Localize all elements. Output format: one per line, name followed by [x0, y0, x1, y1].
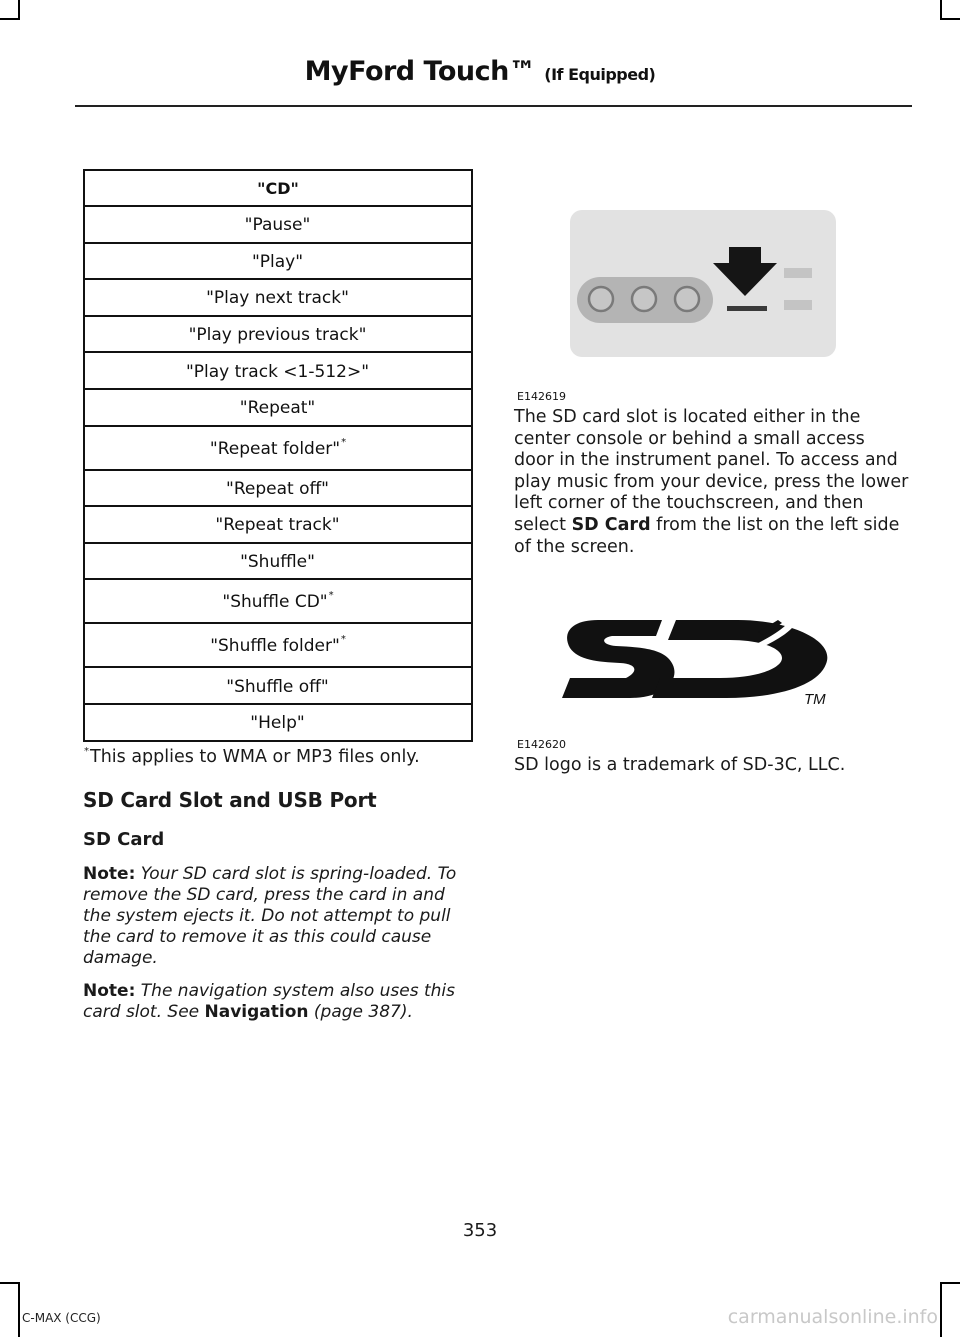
footnote [83, 746, 478, 767]
trademark-label: TM [804, 691, 826, 708]
note-navigation [83, 981, 478, 1023]
logo-caption: SD logo is a trademark of SD-3C, LLC. [514, 755, 846, 775]
table-row: "Pause" [84, 206, 472, 243]
watermark: carmanualsonline.info [727, 1306, 938, 1328]
section-title: SD Card Slot and USB Port [83, 788, 377, 812]
sd-card-term: SD Card [571, 514, 651, 535]
note-label: Note: [83, 864, 136, 884]
note-text: Your SD card slot is spring-loaded. To remove the SD card, press the card in and the system ejects it. Do not attempt to pull the card to remove it as this could cause damage. [83, 864, 457, 968]
figure-code: E142620 [517, 738, 566, 751]
navigation-link[interactable]: Navigation [204, 1002, 309, 1022]
table-row: "Play next track" [84, 279, 472, 316]
table-row: "Shuffle" [84, 543, 472, 580]
table-row: "Shuffle CD"* [84, 579, 472, 623]
note-text: (page 387). [308, 1002, 413, 1022]
header-subtitle: (If Equipped) [544, 65, 656, 84]
table-row: "Help" [84, 704, 472, 741]
table-row: "Play previous track" [84, 316, 472, 353]
footnote-text: This applies to WMA or MP3 files only. [90, 747, 420, 767]
crop-mark [940, 18, 960, 20]
crop-mark [0, 1282, 18, 1284]
table-row: "Repeat" [84, 389, 472, 426]
table-row: "Repeat folder"* [84, 426, 472, 470]
subsection-title: SD Card [83, 829, 165, 850]
crop-mark [940, 0, 942, 20]
note-label: Note: [83, 981, 136, 1001]
model-code: C-MAX (CCG) [22, 1311, 101, 1325]
table-header: "CD" [84, 170, 472, 206]
note-text: The navigation system also uses this card slot. See [83, 981, 455, 1022]
header-title: MyFord Touch™ [304, 56, 536, 87]
voice-command-table [83, 169, 473, 742]
page-header [0, 56, 960, 87]
table-row: "Repeat track" [84, 506, 472, 543]
sd-logo [560, 612, 832, 712]
table-row: "Repeat off" [84, 470, 472, 507]
figure-code: E142619 [517, 390, 566, 403]
table-row: "Shuffle folder"* [84, 623, 472, 667]
table-row: "Play" [84, 243, 472, 280]
page-number: 353 [462, 1220, 498, 1241]
crop-mark [18, 0, 20, 20]
header-rule [75, 105, 912, 107]
footnote-mark: * [84, 746, 89, 757]
crop-mark [940, 1282, 942, 1337]
sd-slot-paragraph: The SD card slot is located either in the center console or behind a small access door in the instrument panel. To access and play music from your device, press the lower left corner of the touchscreen, and then select SD Card from the list on the left side of the screen. [514, 407, 909, 557]
table-row: "Play track <1-512>" [84, 352, 472, 389]
note-spring-loaded [83, 864, 478, 969]
crop-mark [0, 18, 20, 20]
table-row: "Shuffle off" [84, 667, 472, 704]
crop-mark [18, 1282, 20, 1337]
sd-slot-illustration [570, 210, 836, 357]
crop-mark [942, 1282, 960, 1284]
